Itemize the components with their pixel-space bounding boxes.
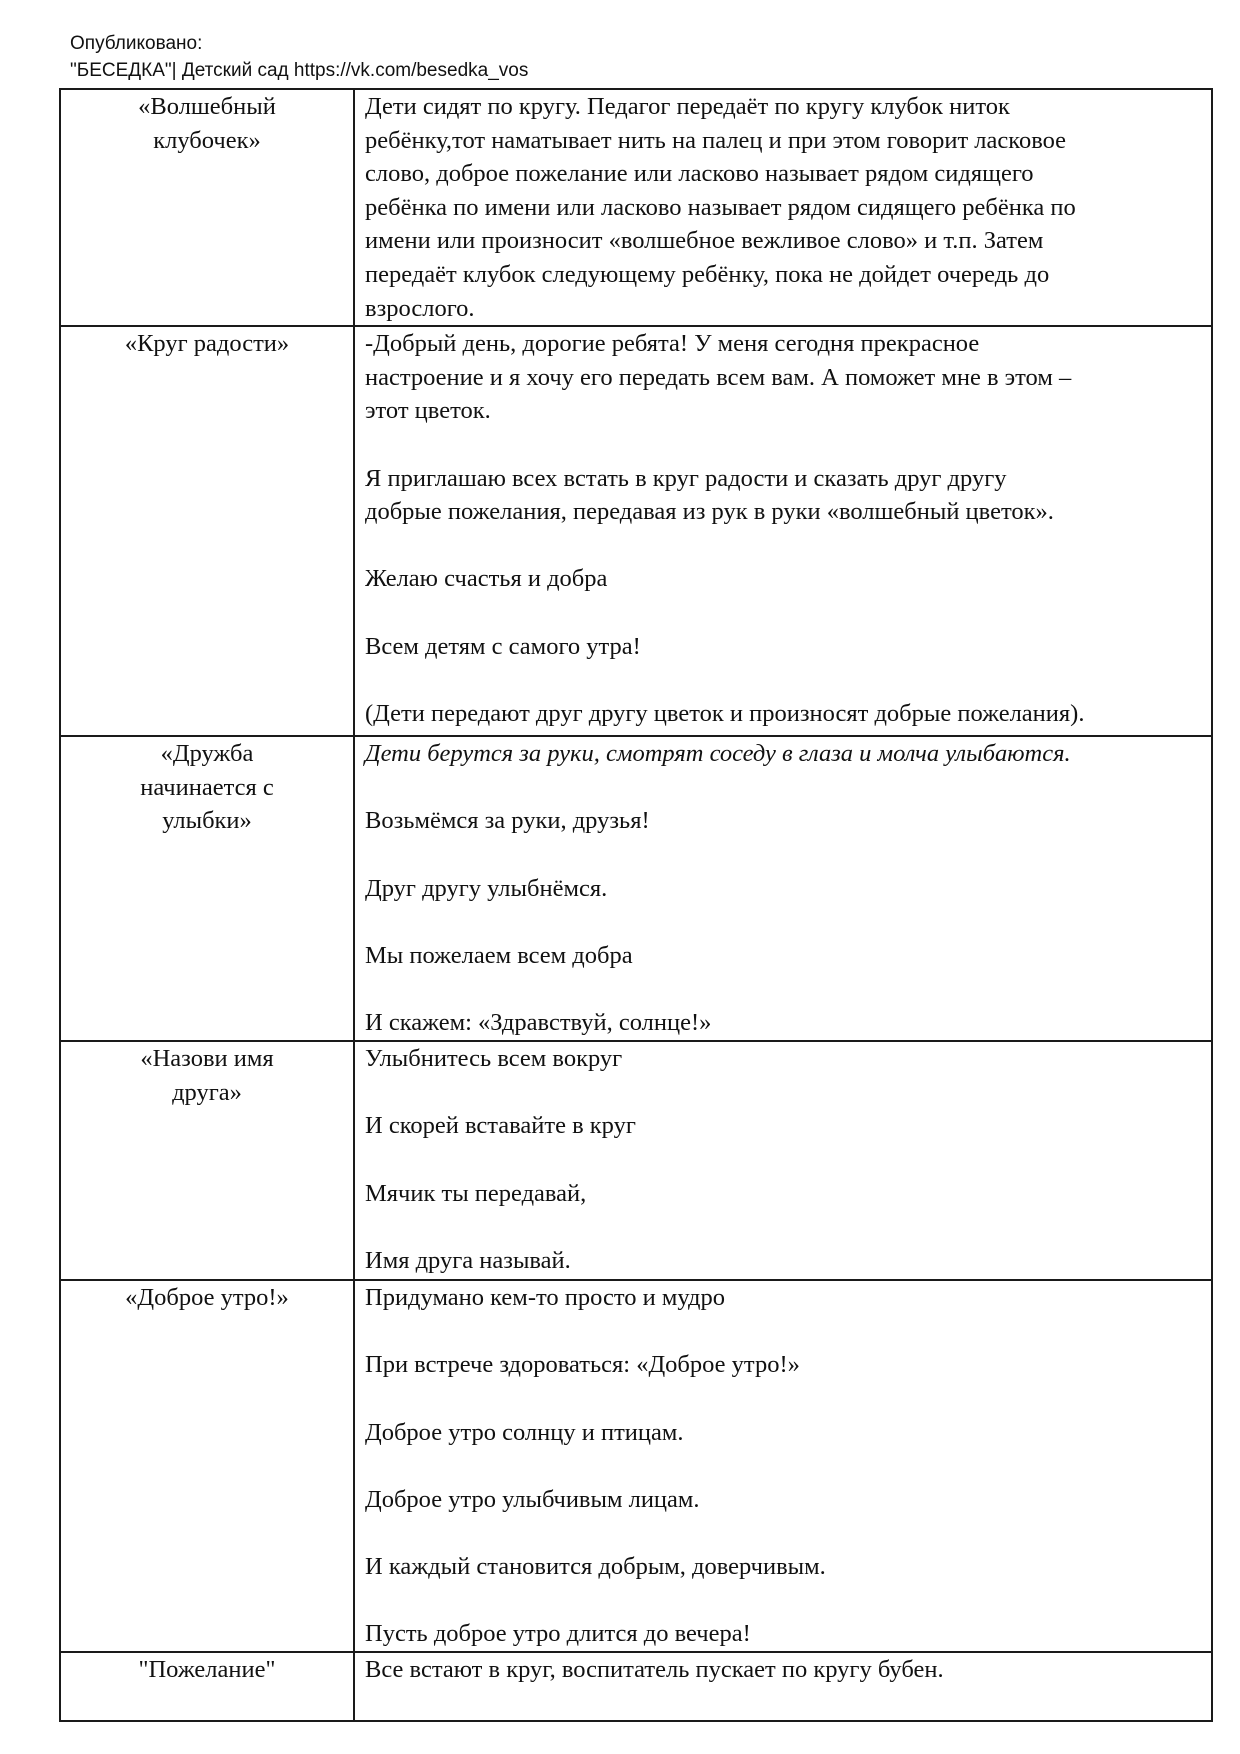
text-line: Пусть доброе утро длится до вечера! xyxy=(365,1620,751,1648)
text-line: При встрече здороваться: «Доброе утро!» xyxy=(365,1351,800,1379)
spacer xyxy=(365,771,1203,805)
games-table xyxy=(59,88,1213,1722)
text-line: (Дети передают друг другу цветок и произносят добрые пожелания). xyxy=(365,699,1085,727)
game-description-cell xyxy=(354,736,1212,1041)
spacer xyxy=(365,1143,1203,1177)
game-name-cell xyxy=(60,1652,354,1721)
game-description-cell xyxy=(354,1280,1212,1652)
spacer xyxy=(365,1315,1203,1349)
game-name: «Волшебный xyxy=(138,93,276,120)
game-name: «Дружба xyxy=(160,740,254,768)
game-name-cell xyxy=(60,1280,354,1652)
spacer xyxy=(365,529,1203,563)
spacer xyxy=(365,1210,1203,1244)
text-line: Мячик ты передавай, xyxy=(365,1179,587,1207)
instruction-line: Дети берутся за руки, смотрят соседу в глаза и молча улыбаются. xyxy=(365,740,1071,768)
text-line: слово, доброе пожелание или ласково называет рядом сидящего xyxy=(365,160,1034,188)
game-description-cell xyxy=(354,326,1212,736)
spacer xyxy=(365,428,1203,462)
text-line: ребёнку,тот наматывает нить на палец и при этом говорит ласковое xyxy=(365,126,1067,154)
game-name: начинается с xyxy=(140,773,274,801)
text-line: настроение и я хочу его передать всем вам. А поможет мне в этом – xyxy=(365,363,1072,391)
text-line: взрослого. xyxy=(365,294,475,322)
game-name: «Назови имя xyxy=(140,1045,274,1073)
text-line: Я приглашаю всех встать в круг радости и сказать друг другу xyxy=(365,464,1007,492)
spacer xyxy=(365,1584,1203,1618)
published-label: Опубликовано: xyxy=(70,33,203,54)
game-description-cell xyxy=(354,89,1212,326)
game-description-cell xyxy=(354,1652,1212,1721)
text-line: добрые пожелания, передавая из рук в руки «волшебный цветок». xyxy=(365,498,1054,526)
text-line: Доброе утро солнцу и птицам. xyxy=(365,1418,684,1446)
text-line: -Добрый день, дорогие ребята! У меня сегодня прекрасное xyxy=(365,330,980,358)
spacer xyxy=(365,1449,1203,1483)
text-line: Улыбнитесь всем вокруг xyxy=(365,1045,623,1073)
text-line: Имя друга называй. xyxy=(365,1246,571,1274)
game-name: клубочек» xyxy=(153,126,261,154)
spacer xyxy=(365,1382,1203,1416)
text-line: имени или произносит «волшебное вежливое слово» и т.п. Затем xyxy=(365,227,1044,255)
text-line: Все встают в круг, воспитатель пускает по кругу бубен. xyxy=(365,1656,944,1684)
text-line: И каждый становится добрым, доверчивым. xyxy=(365,1552,826,1580)
spacer xyxy=(365,838,1203,872)
game-name-cell xyxy=(60,1041,354,1280)
text-line: И скорей вставайте в круг xyxy=(365,1112,636,1140)
spacer xyxy=(365,663,1203,697)
game-description-cell xyxy=(354,1041,1212,1280)
spacer xyxy=(365,905,1203,939)
game-name-cell xyxy=(60,736,354,1041)
text-line: Придумано кем-то просто и мудро xyxy=(365,1284,725,1312)
text-line: Всем детям с самого утра! xyxy=(365,632,641,660)
publication-header xyxy=(70,30,528,84)
spacer xyxy=(365,1516,1203,1550)
game-name: друга» xyxy=(172,1078,242,1106)
game-name: улыбки» xyxy=(162,807,252,835)
spacer xyxy=(365,596,1203,630)
table-row xyxy=(60,1041,1212,1280)
spacer xyxy=(365,972,1203,1006)
text-line: Дети сидят по кругу. Педагог передаёт по кругу клубок ниток xyxy=(365,93,1010,120)
game-name-cell xyxy=(60,326,354,736)
game-name-cell xyxy=(60,89,354,326)
table-row xyxy=(60,736,1212,1041)
game-name: «Круг радости» xyxy=(124,330,290,358)
text-line: Возьмёмся за руки, друзья! xyxy=(365,807,650,835)
table-row xyxy=(60,89,1212,326)
game-name: «Доброе утро!» xyxy=(125,1284,289,1312)
spacer xyxy=(365,1076,1203,1110)
text-line: Друг другу улыбнёмся. xyxy=(365,874,608,902)
table-row xyxy=(60,1280,1212,1652)
text-line: ребёнка по имени или ласково называет рядом сидящего ребёнка по xyxy=(365,193,1076,221)
text-line: И скажем: «Здравствуй, солнце!» xyxy=(365,1008,712,1036)
table-row xyxy=(60,326,1212,736)
text-line: Доброе утро улыбчивым лицам. xyxy=(365,1485,700,1513)
text-line: этот цветок. xyxy=(365,397,491,425)
text-line: Мы пожелаем всем добра xyxy=(365,941,633,969)
text-line: передаёт клубок следующему ребёнку, пока не дойдет очередь до xyxy=(365,260,1050,288)
source-line: "БЕСЕДКА"| Детский сад https://vk.com/besedka_vos xyxy=(70,60,529,81)
table-row xyxy=(60,1652,1212,1721)
text-line: Желаю счастья и добра xyxy=(365,565,608,593)
game-name: "Пожелание" xyxy=(138,1656,276,1684)
